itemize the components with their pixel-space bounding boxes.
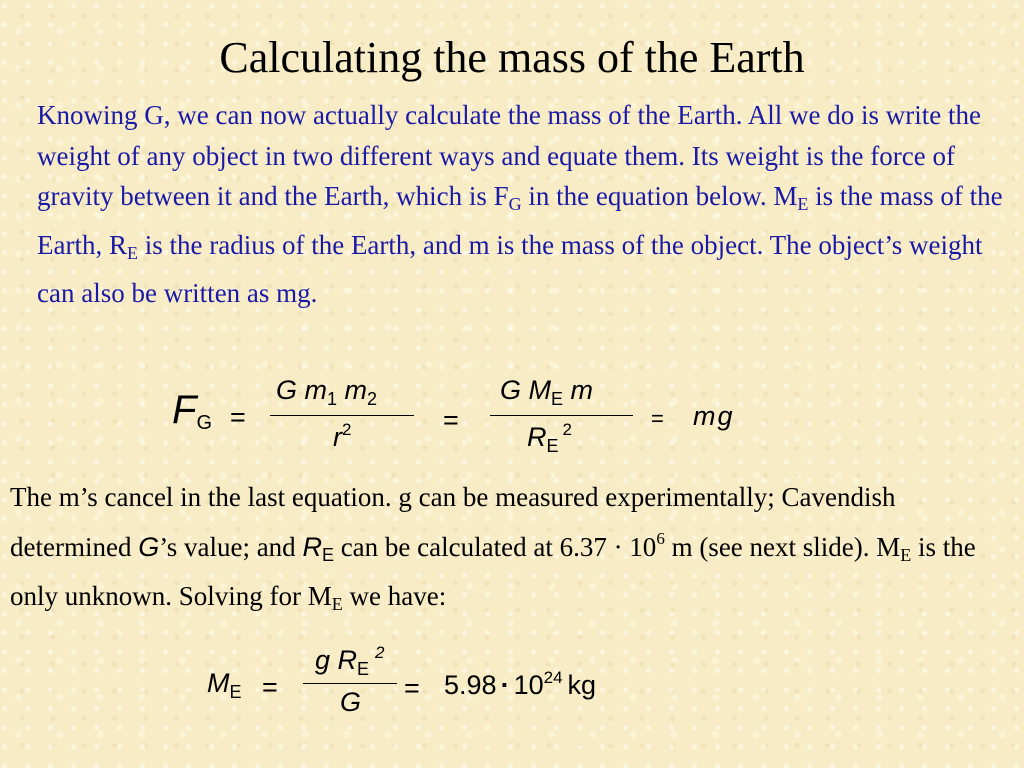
force-symbol: $F_G$: [172, 388, 212, 434]
explanation-paragraph: The m’s cancel in the last equation. g can be measured experimentally; Cavendish determined G’s value; and $R_E$ can be calculated at $6.37 \cdot 10^6$ m (see next slide). $M_E$ is the only unknown. Solving for $M_E$ we have:: [10, 482, 976, 614]
mass-symbol: $M_E$: [207, 668, 242, 702]
fraction3-bar: [303, 683, 397, 684]
intro-paragraph: Knowing G, we can now actually calculate the mass of the Earth. All we do is write the weight of any object in two different ways and equate them. Its weight is the force of gravity between it and the Earth, which is $F_G$ in the equation below. $M_E$ is the mass of the Earth, $R_E$ is the radius of the Earth, and m is the mass of the object. The object’s weight can also be written as mg.: [37, 100, 1003, 308]
fraction1-numerator: G $m_1$ $m_2$: [276, 375, 378, 409]
equals-sign: =: [230, 402, 246, 432]
fraction2-bar: [490, 415, 633, 416]
equals-sign-4: =: [262, 672, 278, 702]
equals-sign-5: =: [404, 673, 420, 703]
fraction2-numerator: G $M_E$ m: [500, 375, 594, 409]
equals-sign-3: =: [651, 406, 664, 431]
equals-sign-2: =: [443, 405, 459, 435]
fraction1-denominator: $r^2$: [333, 420, 352, 452]
slide-title: Calculating the mass of the Earth: [219, 33, 805, 82]
fraction3-denominator: G: [340, 687, 362, 717]
result-value: $5.98 \cdot 10^{24}$ kg: [444, 668, 597, 700]
fraction1-bar: [270, 415, 414, 416]
fraction2-denominator: $R_E^2$: [527, 420, 572, 456]
weight-mg: mg: [693, 401, 735, 431]
fraction3-numerator: g $R_E^2$: [315, 643, 385, 679]
